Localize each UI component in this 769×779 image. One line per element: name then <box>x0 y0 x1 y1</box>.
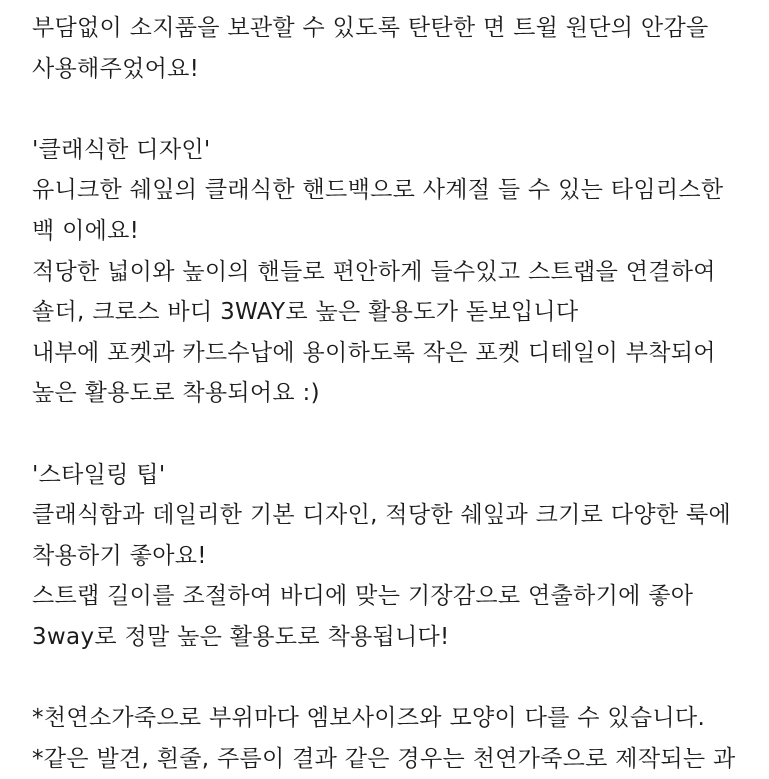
design-line: 숄더, 크로스 바디 3WAY로 높은 활용도가 돋보입니다 <box>32 299 579 326</box>
spacer <box>32 89 759 130</box>
spacer <box>32 414 759 455</box>
product-description <box>32 8 759 779</box>
styling-heading: '스타일링 팁' <box>32 461 166 488</box>
design-line: 높은 활용도로 착용되어요 :) <box>32 380 320 407</box>
styling-line: 3way로 정말 높은 활용도로 착용됩니다! <box>32 623 450 650</box>
note-line: *천연소가죽으로 부위마다 엠보사이즈와 모양이 다를 수 있습니다. <box>32 705 706 732</box>
styling-line: 착용하기 좋아요! <box>32 542 207 569</box>
styling-line: 클래식함과 데일리한 기본 디자인, 적당한 쉐잎과 크기로 다양한 룩에 <box>32 502 732 529</box>
design-heading: '클래식한 디자인' <box>32 136 211 163</box>
design-line: 적당한 넓이와 높이의 핸들로 편안하게 들수있고 스트랩을 연결하여 <box>32 258 716 285</box>
styling-line: 스트랩 길이를 조절하여 바디에 맞는 기장감으로 연출하기에 좋아 <box>32 583 694 610</box>
intro-line-2: 사용해주었어요! <box>32 55 200 82</box>
intro-line-1: 부담없이 소지품을 보관할 수 있도록 탄탄한 면 트윌 원단의 안감을 <box>32 15 709 41</box>
design-line: 내부에 포켓과 카드수납에 용이하도록 작은 포켓 디테일이 부착되어 <box>32 339 716 366</box>
design-line: 백 이에요! <box>32 217 140 244</box>
note-line: *같은 발견, 흰줄, 주름이 결과 같은 경우는 천연가죽으로 제작되는 과 <box>32 745 736 772</box>
design-line: 유니크한 쉐잎의 클래식한 핸드백으로 사계절 들 수 있는 타임리스한 <box>32 177 724 204</box>
spacer <box>32 658 759 699</box>
